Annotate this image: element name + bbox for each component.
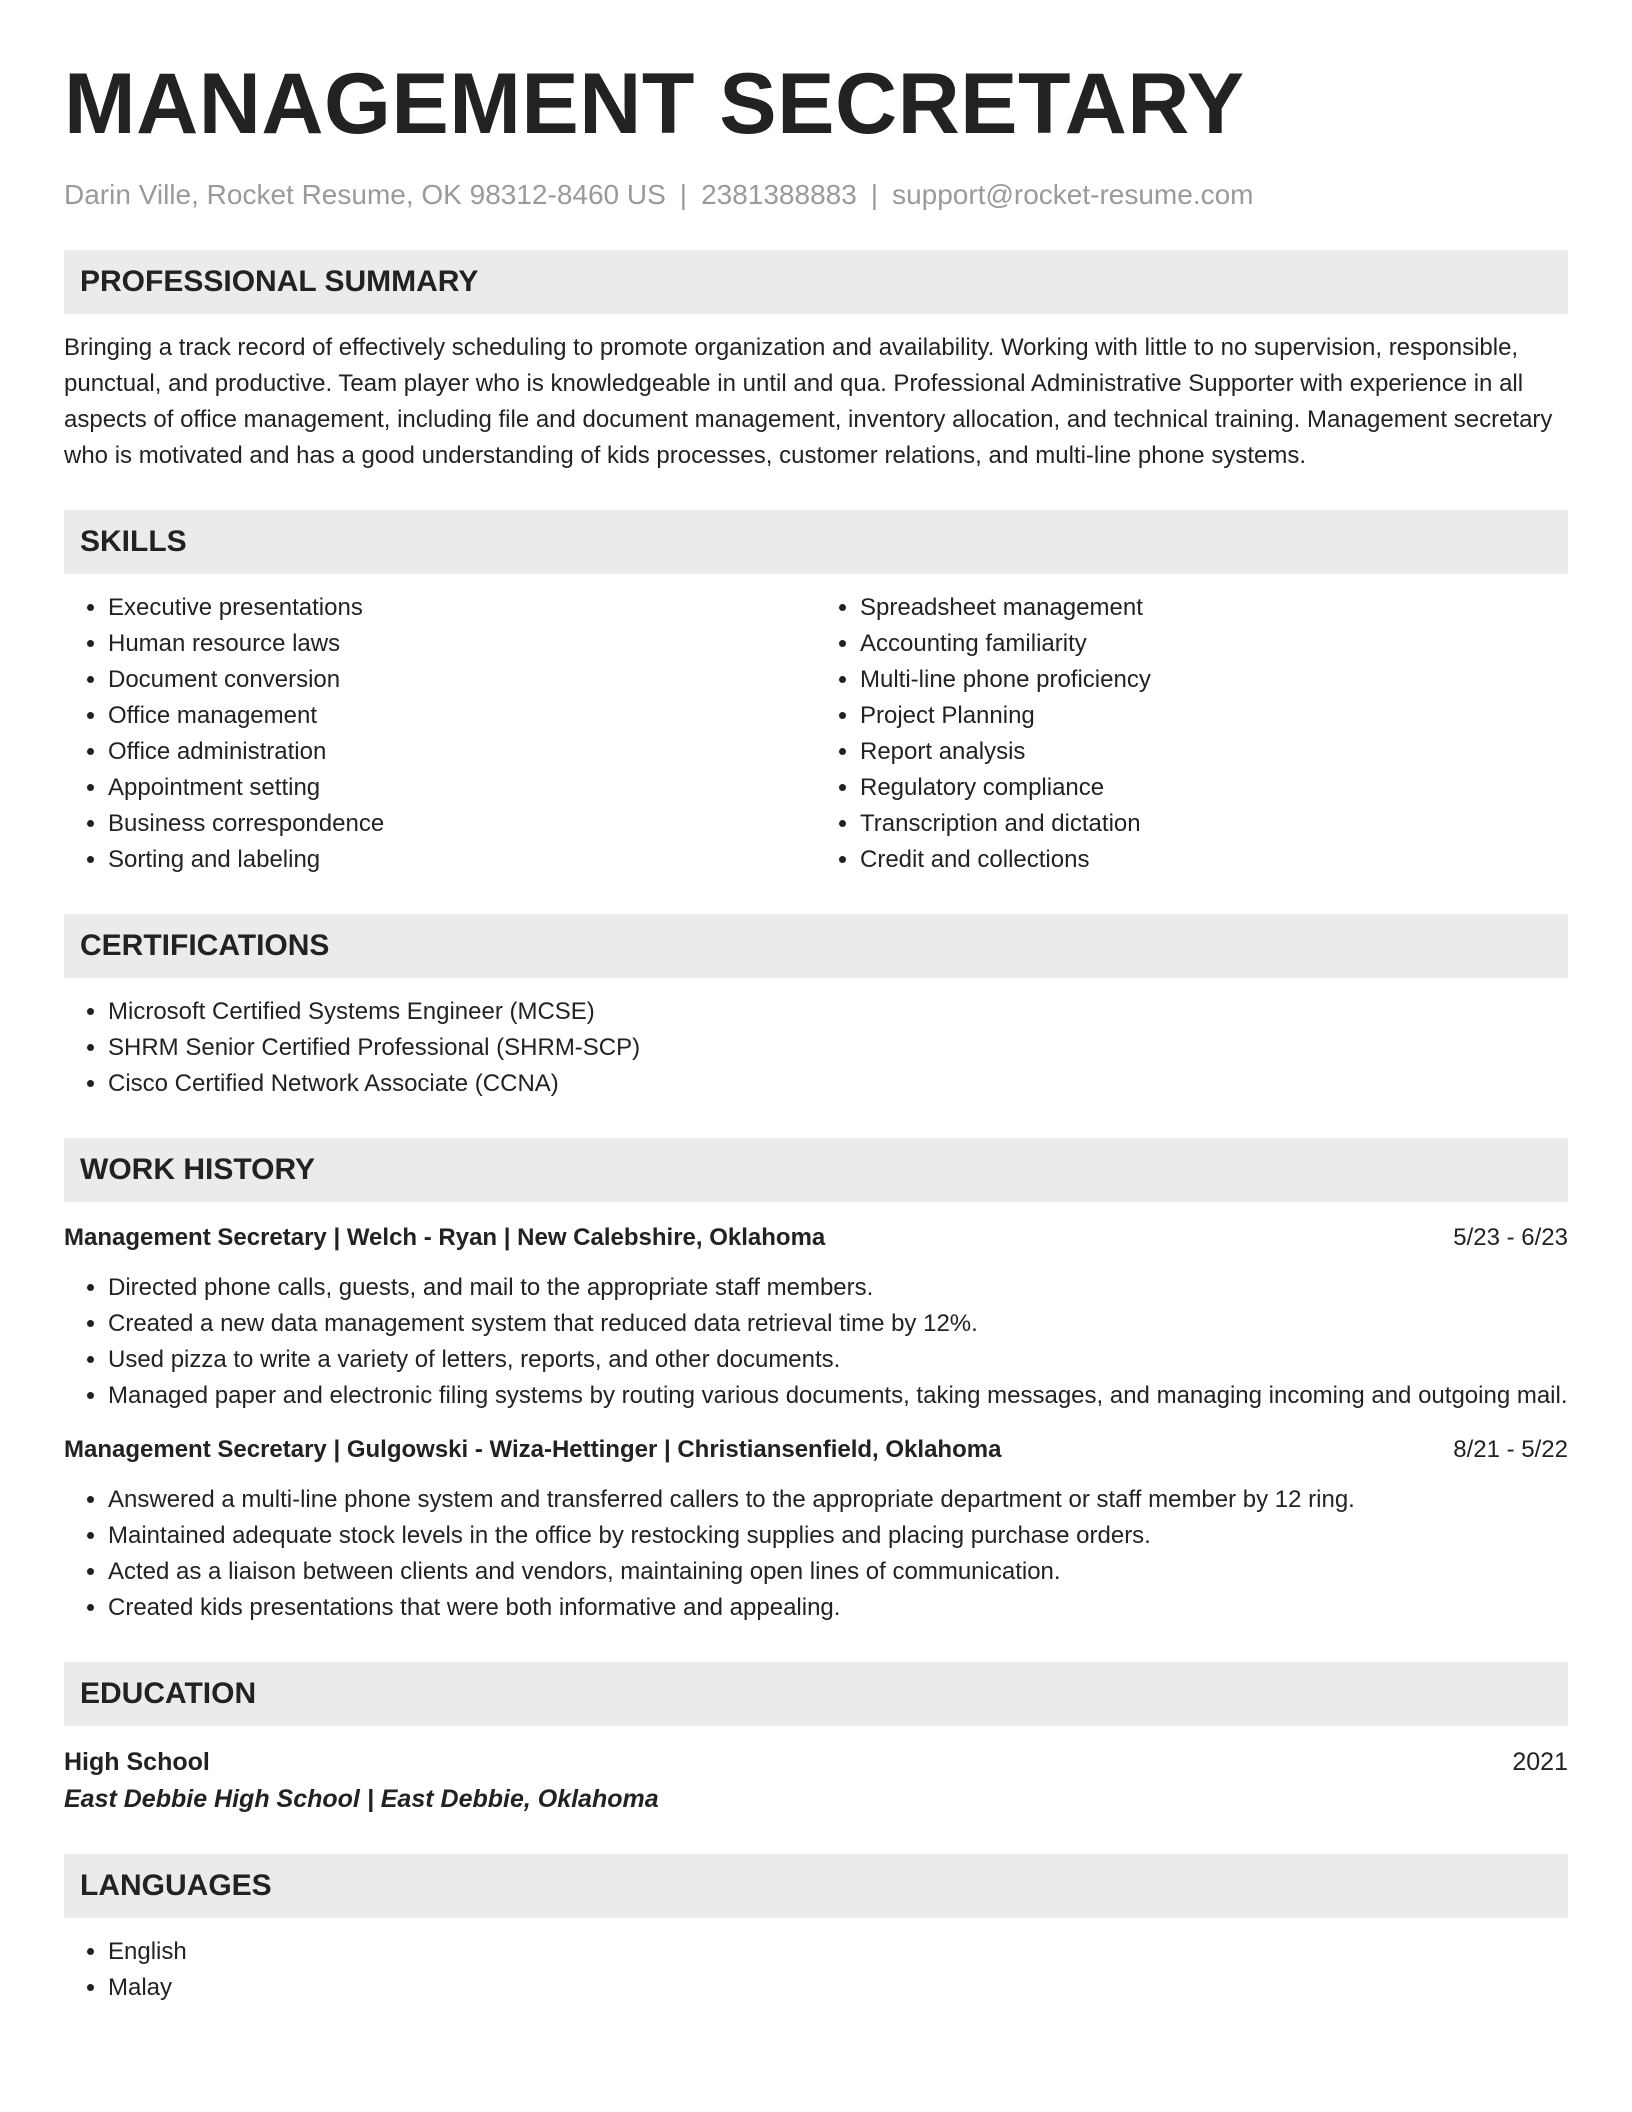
skill-item: • Regulatory compliance — [860, 770, 1568, 806]
skill-item: • Appointment setting — [108, 770, 816, 806]
language-item: • English — [108, 1934, 1568, 1970]
skill-item: • Office management — [108, 698, 816, 734]
job-duty: • Used pizza to write a variety of letters, reports, and other documents. — [108, 1342, 1568, 1378]
skill-item: • Multi-line phone proficiency — [860, 662, 1568, 698]
job-duty: • Managed paper and electronic filing systems by routing various documents, taking messages, and managing incoming and outgoing mail. — [108, 1378, 1568, 1414]
skill-item: • Office administration — [108, 734, 816, 770]
skills-list-right — [816, 590, 1568, 878]
skill-item: • Credit and collections — [860, 842, 1568, 878]
job-entry — [64, 1432, 1568, 1626]
job-duty: • Created kids presentations that were both informative and appealing. — [108, 1590, 1568, 1626]
skill-item: • Transcription and dictation — [860, 806, 1568, 842]
job-duty: • Created a new data management system that reduced data retrieval time by 12%. — [108, 1306, 1568, 1342]
job-dates: 8/21 - 5/22 — [1453, 1436, 1568, 1463]
job-dates: 5/23 - 6/23 — [1453, 1224, 1568, 1251]
resume-name: MANAGEMENT SECRETARY — [64, 56, 1245, 152]
job-entry — [64, 1220, 1568, 1414]
section-heading-languages: LANGUAGES — [64, 1854, 1568, 1918]
section-heading-certifications: CERTIFICATIONS — [64, 914, 1568, 978]
job-duties-list — [64, 1270, 1568, 1414]
skill-item: • Human resource laws — [108, 626, 816, 662]
certification-item: • Microsoft Certified Systems Engineer (MCSE) — [108, 994, 1568, 1030]
contact-separator: | — [870, 179, 879, 210]
certification-item: • SHRM Senior Certified Professional (SHRM-SCP) — [108, 1030, 1568, 1066]
education-header — [64, 1744, 1568, 1780]
skill-item: • Spreadsheet management — [860, 590, 1568, 626]
job-title: Management Secretary | Welch - Ryan | New Calebshire, Oklahoma — [64, 1224, 826, 1251]
job-header — [64, 1432, 1568, 1468]
section-heading-skills: SKILLS — [64, 510, 1568, 574]
skills-list-left — [64, 590, 816, 878]
section-heading-work-history: WORK HISTORY — [64, 1138, 1568, 1202]
job-duty: • Acted as a liaison between clients and vendors, maintaining open lines of communication. — [108, 1554, 1568, 1590]
contact-line — [64, 178, 1568, 212]
certifications-list — [64, 994, 1568, 1102]
contact-separator: | — [679, 179, 688, 210]
skills-columns — [64, 574, 1568, 878]
section-heading-education: EDUCATION — [64, 1662, 1568, 1726]
skill-item: • Report analysis — [860, 734, 1568, 770]
skill-item: • Business correspondence — [108, 806, 816, 842]
skill-item: • Document conversion — [108, 662, 816, 698]
job-duty: • Answered a multi-line phone system and transferred callers to the appropriate department or staff member by 12 ring. — [108, 1482, 1568, 1518]
job-header — [64, 1220, 1568, 1256]
education-degree: High School — [64, 1748, 210, 1776]
skill-item: • Sorting and labeling — [108, 842, 816, 878]
education-school: East Debbie High School | East Debbie, Oklahoma — [64, 1785, 659, 1813]
section-heading-summary: PROFESSIONAL SUMMARY — [64, 250, 1568, 314]
summary-text: Bringing a track record of effectively scheduling to promote organization and availability. Working with little to no supervision, responsible, punctual, and productive. Team player who is knowledgeable in until and qua. Professional Administrative Supporter with experience in all aspects of office management, including file and document management, inventory allocation, and technical training. Management secretary who is motivated and has a good understanding of kids processes, customer relations, and multi-line phone systems. — [64, 334, 1553, 469]
contact-email: support@rocket-resume.com — [892, 179, 1254, 210]
education-year: 2021 — [1512, 1748, 1568, 1776]
job-duty: • Directed phone calls, guests, and mail to the appropriate staff members. — [108, 1270, 1568, 1306]
language-item: • Malay — [108, 1970, 1568, 2006]
skill-item: • Executive presentations — [108, 590, 816, 626]
contact-address: Darin Ville, Rocket Resume, OK 98312-8460 US — [64, 179, 666, 210]
job-duty: • Maintained adequate stock levels in the office by restocking supplies and placing purchase orders. — [108, 1518, 1568, 1554]
job-title: Management Secretary | Gulgowski - Wiza-Hettinger | Christiansenfield, Oklahoma — [64, 1436, 1002, 1463]
certification-item: • Cisco Certified Network Associate (CCNA) — [108, 1066, 1568, 1102]
skill-item: • Project Planning — [860, 698, 1568, 734]
contact-phone: 2381388883 — [701, 179, 857, 210]
skill-item: • Accounting familiarity — [860, 626, 1568, 662]
languages-list — [64, 1934, 1568, 2006]
job-duties-list — [64, 1482, 1568, 1626]
